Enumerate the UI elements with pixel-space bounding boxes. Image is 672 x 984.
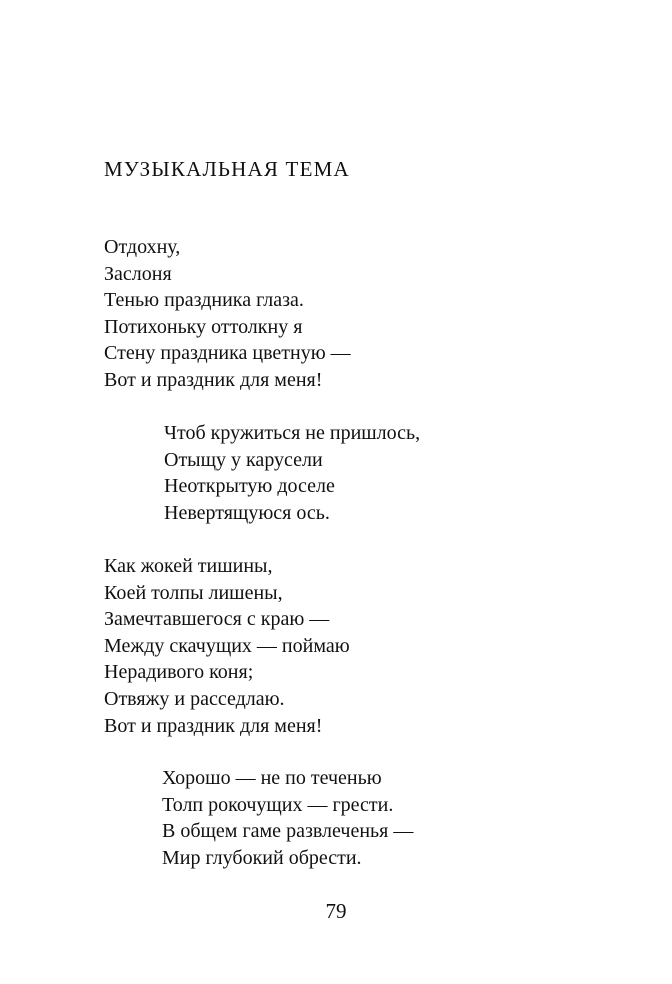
poem-line: Нерадивого коня; [104, 661, 254, 684]
stanza-2 [164, 420, 420, 526]
poem-line: Вот и праздник для меня! [104, 368, 323, 391]
poem-line: Мир глубокий обрести. [162, 846, 362, 869]
poem-line: Отвяжу и расседлаю. [104, 687, 285, 710]
poem-line: Отыщу у карусели [164, 448, 323, 471]
poem-line: Как жокей тишины, [104, 555, 273, 577]
stanza-4 [162, 765, 413, 871]
poem-line: Толп рокочущих — грести. [162, 793, 394, 816]
poem-line: Стену праздника цветную — [104, 342, 351, 365]
poem-line: Отдохну, [104, 236, 181, 258]
poem-line: Коей толпы лишены, [104, 581, 283, 604]
poem-line: Между скачущих — поймаю [104, 634, 350, 657]
poem-line: Неоткрытую доселе [164, 475, 335, 498]
poem-line: Заслоня [104, 262, 172, 285]
poem-line: Хорошо — не по теченью [162, 767, 382, 789]
poem-line: В общем гаме развлеченья — [162, 820, 414, 843]
stanza-1 [104, 234, 351, 394]
stanza-3 [104, 553, 350, 739]
poem-line: Чтоб кружиться не пришлось, [164, 422, 421, 444]
poem-line: Вот и праздник для меня! [104, 714, 323, 737]
poem-line: Невертящуюся ось. [164, 501, 330, 524]
poem-line: Замечтавшегося с краю — [104, 608, 330, 631]
poem-title: МУЗЫКАЛЬНАЯ ТЕМА [104, 157, 350, 181]
poem-line: Тенью праздника глаза. [104, 289, 304, 312]
page-number: 79 [325, 899, 347, 923]
poem-line: Потихоньку оттолкну я [104, 315, 303, 338]
